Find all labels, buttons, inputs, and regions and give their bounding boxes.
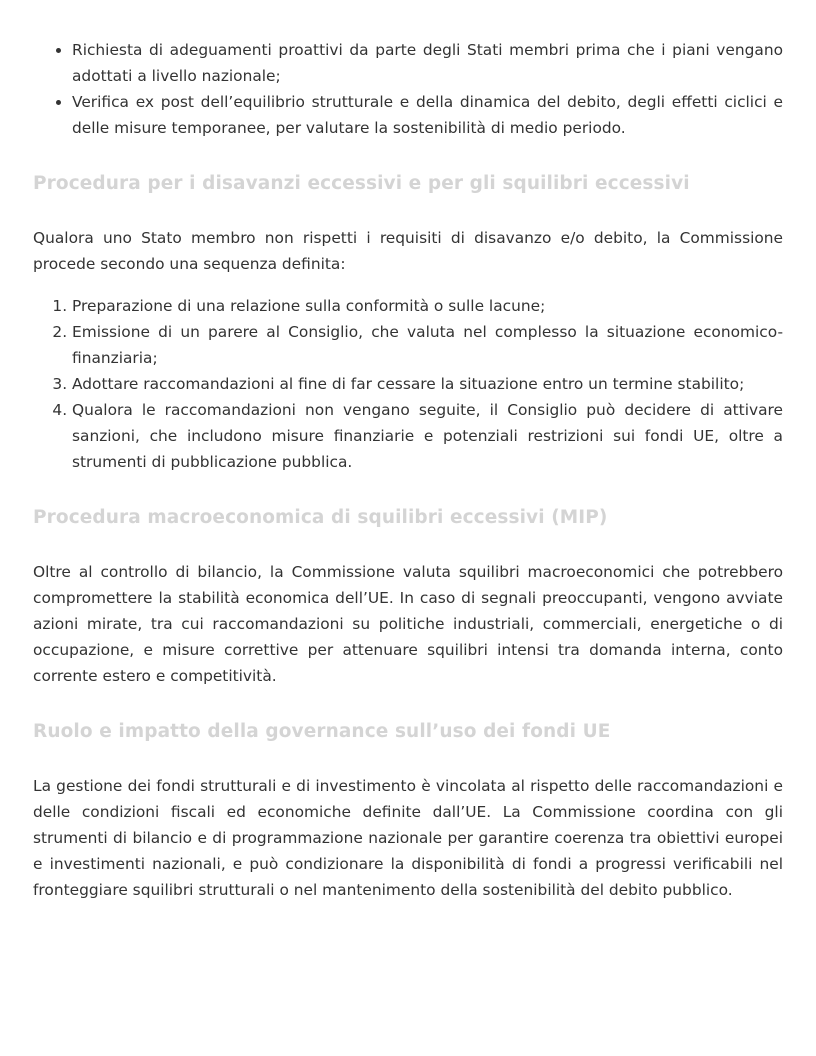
paragraph-mip: Oltre al controllo di bilancio, la Commissione valuta squilibri macroeconomici che potrebbero compromettere la stabilità economica dell’UE. In caso di segnali preoccupanti, vengono avviate azioni mirate, tra cui raccomandazioni su politiche industriali, commerciali, energetiche o di occupazione, e misure correttive per attenuare squilibri intensi tra domanda interna, conto corrente estero e competitività. (33, 563, 783, 685)
list-item: • Richiesta di adeguamenti proattivi da parte degli Stati membri prima che i piani vengano adottati a livello nazionale; (72, 37, 783, 89)
section-heading-excessive-deficit: Procedura per i disavanzi eccessivi e per gli squilibri eccessivi (33, 173, 690, 194)
paragraph-intro: Qualora uno Stato membro non rispetti i requisiti di disavanzo e/o debito, la Commissione procede secondo una sequenza definita: (33, 229, 783, 273)
section-heading-eu-funds: Ruolo e impatto della governance sull’uso dei fondi UE (33, 721, 611, 742)
document-content (33, 37, 783, 903)
list-item: • Verifica ex post dell’equilibrio strutturale e della dinamica del debito, degli effetti ciclici e delle misure temporanee, per valutare la sostenibilità di medio periodo. (72, 89, 783, 141)
list-item: 4. Qualora le raccomandazioni non vengano seguite, il Consiglio può decidere di attivare sanzioni, che includono misure finanziarie e potenziali restrizioni sui fondi UE, oltre a strumenti di pubblicazione pubblica. (72, 397, 783, 475)
bullet-list (33, 37, 783, 141)
list-item: 3. Adottare raccomandazioni al fine di far cessare la situazione entro un termine stabilito; (72, 371, 783, 397)
section-heading-mip: Procedura macroeconomica di squilibri eccessivi (MIP) (33, 507, 608, 528)
list-item: 1. Preparazione di una relazione sulla conformità o sulle lacune; (72, 293, 783, 319)
list-item: 2. Emissione di un parere al Consiglio, che valuta nel complesso la situazione economico-finanziaria; (72, 319, 783, 371)
paragraph-eu-funds: La gestione dei fondi strutturali e di investimento è vincolata al rispetto delle raccomandazioni e delle condizioni fiscali ed economiche definite dall’UE. La Commissione coordina con gli strumenti di bilancio e di programmazione nazionale per garantire coerenza tra obiettivi europei e investimenti nazionali, e può condizionare la disponibilità di fondi a progressi verificabili nel fronteggiare squilibri strutturali o nel mantenimento della sostenibilità del debito pubblico. (33, 777, 783, 899)
numbered-list (33, 293, 783, 475)
